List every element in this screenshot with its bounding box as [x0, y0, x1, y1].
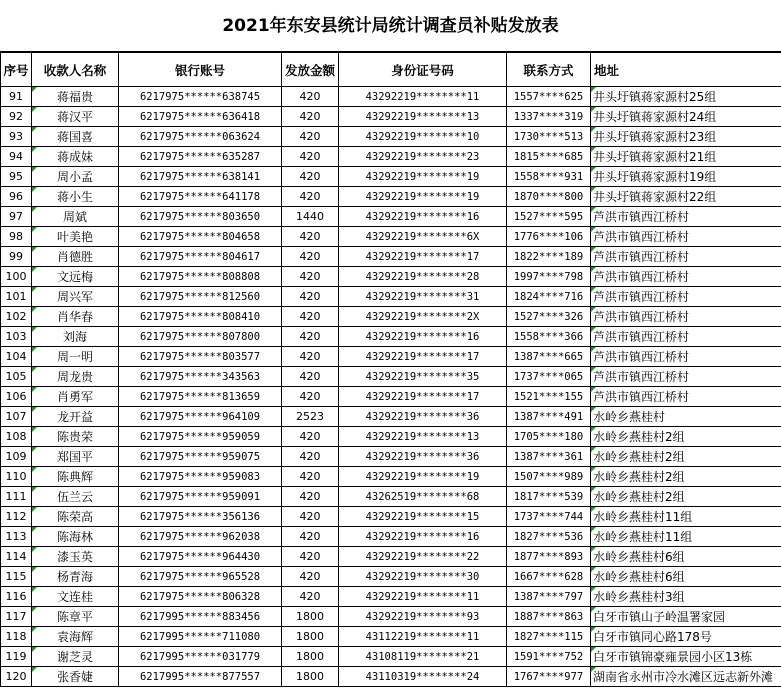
cell-phone[interactable]: 1527****326 — [507, 307, 591, 327]
cell-phone[interactable]: 1824****716 — [507, 287, 591, 307]
cell-no[interactable]: 119 — [1, 647, 32, 667]
table-row — [1, 587, 781, 607]
cell-no[interactable]: 120 — [1, 667, 32, 687]
cell-id[interactable]: 43292219********6X — [339, 227, 507, 247]
cell-amount[interactable]: 420 — [282, 427, 339, 447]
cell-id[interactable]: 43292219********19 — [339, 187, 507, 207]
cell-name[interactable]: 袁海辉 — [32, 627, 119, 647]
cell-no[interactable]: 103 — [1, 327, 32, 347]
cell-address[interactable]: 井头圩镇蒋家源村23组 — [591, 127, 781, 147]
cell-name[interactable]: 漆玉英 — [32, 547, 119, 567]
header-row — [1, 53, 781, 87]
cell-address[interactable]: 湖南省永州市冷水滩区远志新外滩 — [591, 667, 781, 687]
cell-account[interactable]: 6217975******636418 — [119, 107, 282, 127]
cell-amount[interactable]: 420 — [282, 467, 339, 487]
cell-id[interactable]: 43108119********21 — [339, 647, 507, 667]
cell-address[interactable]: 井头圩镇蒋家源村24组 — [591, 107, 781, 127]
cell-amount[interactable]: 420 — [282, 587, 339, 607]
cell-no[interactable]: 112 — [1, 507, 32, 527]
header-account[interactable]: 银行账号 — [119, 53, 282, 87]
cell-amount[interactable]: 420 — [282, 147, 339, 167]
table-row — [1, 247, 781, 267]
cell-id[interactable]: 43292219********93 — [339, 607, 507, 627]
cell-phone[interactable]: 1730****513 — [507, 127, 591, 147]
cell-address[interactable]: 芦洪市镇西江桥村 — [591, 367, 781, 387]
cell-amount[interactable]: 1440 — [282, 207, 339, 227]
cell-phone[interactable]: 1767****977 — [507, 667, 591, 687]
cell-name[interactable]: 肖勇军 — [32, 387, 119, 407]
cell-phone[interactable]: 1507****989 — [507, 467, 591, 487]
cell-name[interactable]: 谢芝灵 — [32, 647, 119, 667]
cell-id[interactable]: 43292219********22 — [339, 547, 507, 567]
cell-phone[interactable]: 1337****319 — [507, 107, 591, 127]
cell-account[interactable]: 6217975******804658 — [119, 227, 282, 247]
cell-id[interactable]: 43292219********15 — [339, 507, 507, 527]
cell-amount[interactable]: 420 — [282, 487, 339, 507]
cell-name[interactable]: 文远梅 — [32, 267, 119, 287]
cell-address[interactable]: 水岭乡燕桂村6组 — [591, 567, 781, 587]
cell-id[interactable]: 43292219********16 — [339, 207, 507, 227]
cell-no[interactable]: 97 — [1, 207, 32, 227]
cell-amount[interactable]: 420 — [282, 567, 339, 587]
cell-no[interactable]: 105 — [1, 367, 32, 387]
cell-amount[interactable]: 420 — [282, 227, 339, 247]
cell-id[interactable]: 43292219********19 — [339, 467, 507, 487]
cell-amount[interactable]: 420 — [282, 347, 339, 367]
cell-account[interactable]: 6217975******808410 — [119, 307, 282, 327]
cell-address[interactable]: 水岭乡燕桂村2组 — [591, 467, 781, 487]
table-row — [1, 647, 781, 667]
cell-amount[interactable]: 420 — [282, 547, 339, 567]
cell-account[interactable]: 6217995******031779 — [119, 647, 282, 667]
cell-phone[interactable]: 1558****931 — [507, 167, 591, 187]
table-row — [1, 147, 781, 167]
cell-account[interactable]: 6217975******638745 — [119, 87, 282, 107]
cell-account[interactable]: 6217975******964430 — [119, 547, 282, 567]
cell-id[interactable]: 43292219********17 — [339, 387, 507, 407]
cell-account[interactable]: 6217975******356136 — [119, 507, 282, 527]
table-row — [1, 87, 781, 107]
cell-no[interactable]: 114 — [1, 547, 32, 567]
cell-account[interactable]: 6217975******641178 — [119, 187, 282, 207]
cell-account[interactable]: 6217995******877557 — [119, 667, 282, 687]
table-row — [1, 227, 781, 247]
cell-name[interactable]: 周兴军 — [32, 287, 119, 307]
cell-name[interactable]: 周一明 — [32, 347, 119, 367]
table-row — [1, 607, 781, 627]
cell-no[interactable]: 101 — [1, 287, 32, 307]
cell-account[interactable]: 6217975******959083 — [119, 467, 282, 487]
cell-amount[interactable]: 420 — [282, 527, 339, 547]
table-row — [1, 167, 781, 187]
cell-phone[interactable]: 1521****155 — [507, 387, 591, 407]
cell-address[interactable]: 芦洪市镇西江桥村 — [591, 267, 781, 287]
cell-id[interactable]: 43292219********36 — [339, 407, 507, 427]
cell-phone[interactable]: 1870****800 — [507, 187, 591, 207]
cell-address[interactable]: 水岭乡燕桂村6组 — [591, 547, 781, 567]
cell-name[interactable]: 刘海 — [32, 327, 119, 347]
cell-id[interactable]: 43292219********30 — [339, 567, 507, 587]
cell-name[interactable]: 蒋国喜 — [32, 127, 119, 147]
subsidy-table — [0, 52, 781, 687]
cell-phone[interactable]: 1815****685 — [507, 147, 591, 167]
cell-name[interactable]: 陈章平 — [32, 607, 119, 627]
cell-phone[interactable]: 1776****106 — [507, 227, 591, 247]
cell-account[interactable]: 6217975******063624 — [119, 127, 282, 147]
cell-id[interactable]: 43292219********17 — [339, 247, 507, 267]
cell-id[interactable]: 43292219********16 — [339, 327, 507, 347]
cell-address[interactable]: 井头圩镇蒋家源村19组 — [591, 167, 781, 187]
cell-amount[interactable]: 420 — [282, 247, 339, 267]
table-row — [1, 527, 781, 547]
table-row — [1, 327, 781, 347]
table-row — [1, 447, 781, 467]
cell-name[interactable]: 陈贵荣 — [32, 427, 119, 447]
cell-name[interactable]: 蒋汉平 — [32, 107, 119, 127]
cell-address[interactable]: 芦洪市镇西江桥村 — [591, 347, 781, 367]
cell-phone[interactable]: 1387****797 — [507, 587, 591, 607]
cell-no[interactable]: 104 — [1, 347, 32, 367]
header-no[interactable]: 序号 — [1, 53, 32, 87]
cell-amount[interactable]: 420 — [282, 127, 339, 147]
cell-phone[interactable]: 1827****115 — [507, 627, 591, 647]
table-row — [1, 627, 781, 647]
cell-account[interactable]: 6217975******638141 — [119, 167, 282, 187]
cell-name[interactable]: 杨青海 — [32, 567, 119, 587]
cell-account[interactable]: 6217975******808808 — [119, 267, 282, 287]
cell-name[interactable]: 文连桂 — [32, 587, 119, 607]
cell-name[interactable]: 陈荣高 — [32, 507, 119, 527]
cell-amount[interactable]: 1800 — [282, 627, 339, 647]
cell-account[interactable]: 6217975******959091 — [119, 487, 282, 507]
cell-id[interactable]: 43292219********16 — [339, 527, 507, 547]
cell-account[interactable]: 6217975******964109 — [119, 407, 282, 427]
table-row — [1, 547, 781, 567]
cell-amount[interactable]: 1800 — [282, 647, 339, 667]
cell-address[interactable]: 芦洪市镇西江桥村 — [591, 327, 781, 347]
cell-phone[interactable]: 1527****595 — [507, 207, 591, 227]
cell-address[interactable]: 芦洪市镇西江桥村 — [591, 287, 781, 307]
cell-address[interactable]: 白牙市镇同心路178号 — [591, 627, 781, 647]
cell-no[interactable]: 96 — [1, 187, 32, 207]
cell-address[interactable]: 水岭乡燕桂村3组 — [591, 587, 781, 607]
cell-account[interactable]: 6217995******711080 — [119, 627, 282, 647]
cell-phone[interactable]: 1887****863 — [507, 607, 591, 627]
cell-account[interactable]: 6217975******813659 — [119, 387, 282, 407]
cell-no[interactable]: 91 — [1, 87, 32, 107]
cell-amount[interactable]: 420 — [282, 367, 339, 387]
cell-address[interactable]: 芦洪市镇西江桥村 — [591, 387, 781, 407]
cell-name[interactable]: 陈海林 — [32, 527, 119, 547]
cell-phone[interactable]: 1387****491 — [507, 407, 591, 427]
cell-account[interactable]: 6217975******959075 — [119, 447, 282, 467]
cell-amount[interactable]: 420 — [282, 327, 339, 347]
cell-id[interactable]: 43262519********68 — [339, 487, 507, 507]
cell-name[interactable]: 郑国平 — [32, 447, 119, 467]
cell-account[interactable]: 6217975******812560 — [119, 287, 282, 307]
cell-name[interactable]: 周龙贵 — [32, 367, 119, 387]
table-row — [1, 347, 781, 367]
cell-account[interactable]: 6217975******343563 — [119, 367, 282, 387]
cell-account[interactable]: 6217975******807800 — [119, 327, 282, 347]
table-row — [1, 207, 781, 227]
table-row — [1, 487, 781, 507]
cell-address[interactable]: 芦洪市镇西江桥村 — [591, 247, 781, 267]
cell-amount[interactable]: 420 — [282, 287, 339, 307]
table-row — [1, 107, 781, 127]
cell-phone[interactable]: 1997****798 — [507, 267, 591, 287]
cell-name[interactable]: 陈典辉 — [32, 467, 119, 487]
cell-amount[interactable]: 420 — [282, 267, 339, 287]
cell-id[interactable]: 43292219********13 — [339, 427, 507, 447]
cell-amount[interactable]: 420 — [282, 447, 339, 467]
cell-no[interactable]: 107 — [1, 407, 32, 427]
cell-no[interactable]: 92 — [1, 107, 32, 127]
cell-phone[interactable]: 1557****625 — [507, 87, 591, 107]
cell-address[interactable]: 井头圩镇蒋家源村25组 — [591, 87, 781, 107]
table-row — [1, 307, 781, 327]
table-row — [1, 287, 781, 307]
table-row — [1, 467, 781, 487]
cell-phone[interactable]: 1817****539 — [507, 487, 591, 507]
cell-id[interactable]: 43292219********36 — [339, 447, 507, 467]
cell-phone[interactable]: 1737****065 — [507, 367, 591, 387]
cell-name[interactable]: 叶美艳 — [32, 227, 119, 247]
cell-account[interactable]: 6217975******962038 — [119, 527, 282, 547]
cell-name[interactable]: 周斌 — [32, 207, 119, 227]
cell-no[interactable]: 118 — [1, 627, 32, 647]
cell-account[interactable]: 6217975******965528 — [119, 567, 282, 587]
header-amount[interactable]: 发放金额 — [282, 53, 339, 87]
cell-amount[interactable]: 420 — [282, 107, 339, 127]
cell-id[interactable]: 43292219********17 — [339, 347, 507, 367]
cell-id[interactable]: 43292219********19 — [339, 167, 507, 187]
header-name[interactable]: 收款人名称 — [32, 53, 119, 87]
cell-address[interactable]: 水岭乡燕桂村11组 — [591, 527, 781, 547]
cell-amount[interactable]: 420 — [282, 87, 339, 107]
cell-name[interactable]: 肖德胜 — [32, 247, 119, 267]
table-row — [1, 427, 781, 447]
cell-name[interactable]: 蒋小生 — [32, 187, 119, 207]
cell-id[interactable]: 43292219********23 — [339, 147, 507, 167]
cell-address[interactable]: 芦洪市镇西江桥村 — [591, 207, 781, 227]
cell-no[interactable]: 93 — [1, 127, 32, 147]
cell-no[interactable]: 102 — [1, 307, 32, 327]
cell-id[interactable]: 43292219********11 — [339, 587, 507, 607]
table-row — [1, 407, 781, 427]
cell-no[interactable]: 109 — [1, 447, 32, 467]
cell-amount[interactable]: 420 — [282, 187, 339, 207]
cell-no[interactable]: 95 — [1, 167, 32, 187]
header-id[interactable]: 身份证号码 — [339, 53, 507, 87]
cell-phone[interactable]: 1877****893 — [507, 547, 591, 567]
cell-phone[interactable]: 1705****180 — [507, 427, 591, 447]
cell-id[interactable]: 43292219********11 — [339, 87, 507, 107]
table-row — [1, 387, 781, 407]
cell-no[interactable]: 115 — [1, 567, 32, 587]
cell-id[interactable]: 43292219********28 — [339, 267, 507, 287]
cell-phone[interactable]: 1822****189 — [507, 247, 591, 267]
cell-account[interactable]: 6217975******959059 — [119, 427, 282, 447]
cell-no[interactable]: 100 — [1, 267, 32, 287]
cell-phone[interactable]: 1387****665 — [507, 347, 591, 367]
cell-account[interactable]: 6217995******883456 — [119, 607, 282, 627]
cell-address[interactable]: 芦洪市镇西江桥村 — [591, 227, 781, 247]
cell-name[interactable]: 蒋福贵 — [32, 87, 119, 107]
cell-phone[interactable]: 1667****628 — [507, 567, 591, 587]
header-address[interactable]: 地址 — [591, 53, 781, 87]
cell-address[interactable]: 水岭乡燕桂村2组 — [591, 487, 781, 507]
cell-amount[interactable]: 1800 — [282, 607, 339, 627]
table-row — [1, 507, 781, 527]
cell-id[interactable]: 43292219********2X — [339, 307, 507, 327]
table-row — [1, 267, 781, 287]
cell-address[interactable]: 水岭乡燕桂村 — [591, 407, 781, 427]
cell-address[interactable]: 白牙市镇山子岭温署家园 — [591, 607, 781, 627]
cell-no[interactable]: 116 — [1, 587, 32, 607]
cell-id[interactable]: 43292219********13 — [339, 107, 507, 127]
cell-name[interactable]: 张香婕 — [32, 667, 119, 687]
cell-phone[interactable]: 1591****752 — [507, 647, 591, 667]
cell-phone[interactable]: 1737****744 — [507, 507, 591, 527]
cell-amount[interactable]: 1800 — [282, 667, 339, 687]
cell-no[interactable]: 117 — [1, 607, 32, 627]
cell-id[interactable]: 43292219********31 — [339, 287, 507, 307]
cell-account[interactable]: 6217975******804617 — [119, 247, 282, 267]
cell-no[interactable]: 98 — [1, 227, 32, 247]
cell-name[interactable]: 蒋成妹 — [32, 147, 119, 167]
cell-no[interactable]: 99 — [1, 247, 32, 267]
cell-name[interactable]: 伍兰云 — [32, 487, 119, 507]
cell-address[interactable]: 水岭乡燕桂村2组 — [591, 427, 781, 447]
cell-id[interactable]: 43292219********35 — [339, 367, 507, 387]
cell-address[interactable]: 芦洪市镇西江桥村 — [591, 307, 781, 327]
cell-phone[interactable]: 1558****366 — [507, 327, 591, 347]
table-row — [1, 567, 781, 587]
cell-account[interactable]: 6217975******635287 — [119, 147, 282, 167]
cell-account[interactable]: 6217975******806328 — [119, 587, 282, 607]
cell-no[interactable]: 106 — [1, 387, 32, 407]
cell-name[interactable]: 周小孟 — [32, 167, 119, 187]
cell-id[interactable]: 43292219********10 — [339, 127, 507, 147]
header-phone[interactable]: 联系方式 — [507, 53, 591, 87]
cell-id[interactable]: 43112219********11 — [339, 627, 507, 647]
cell-name[interactable]: 肖华春 — [32, 307, 119, 327]
cell-no[interactable]: 111 — [1, 487, 32, 507]
table-row — [1, 127, 781, 147]
cell-id[interactable]: 43110319********24 — [339, 667, 507, 687]
cell-address[interactable]: 井头圩镇蒋家源村21组 — [591, 147, 781, 167]
cell-amount[interactable]: 420 — [282, 167, 339, 187]
cell-address[interactable]: 井头圩镇蒋家源村22组 — [591, 187, 781, 207]
table-row — [1, 367, 781, 387]
table-title: 2021年东安县统计局统计调查员补贴发放表 — [0, 0, 781, 52]
cell-amount[interactable]: 2523 — [282, 407, 339, 427]
cell-address[interactable]: 白牙市镇锦豪雍景园小区13栋 — [591, 647, 781, 667]
cell-name[interactable]: 龙开益 — [32, 407, 119, 427]
cell-phone[interactable]: 1387****361 — [507, 447, 591, 467]
table-row — [1, 187, 781, 207]
cell-account[interactable]: 6217975******803650 — [119, 207, 282, 227]
cell-amount[interactable]: 420 — [282, 507, 339, 527]
cell-phone[interactable]: 1827****536 — [507, 527, 591, 547]
table-row — [1, 667, 781, 687]
cell-no[interactable]: 110 — [1, 467, 32, 487]
cell-address[interactable]: 水岭乡燕桂村11组 — [591, 507, 781, 527]
cell-no[interactable]: 94 — [1, 147, 32, 167]
cell-address[interactable]: 水岭乡燕桂村2组 — [591, 447, 781, 467]
table-body — [1, 87, 781, 687]
cell-no[interactable]: 108 — [1, 427, 32, 447]
cell-no[interactable]: 113 — [1, 527, 32, 547]
cell-account[interactable]: 6217975******803577 — [119, 347, 282, 367]
cell-amount[interactable]: 420 — [282, 387, 339, 407]
cell-amount[interactable]: 420 — [282, 307, 339, 327]
